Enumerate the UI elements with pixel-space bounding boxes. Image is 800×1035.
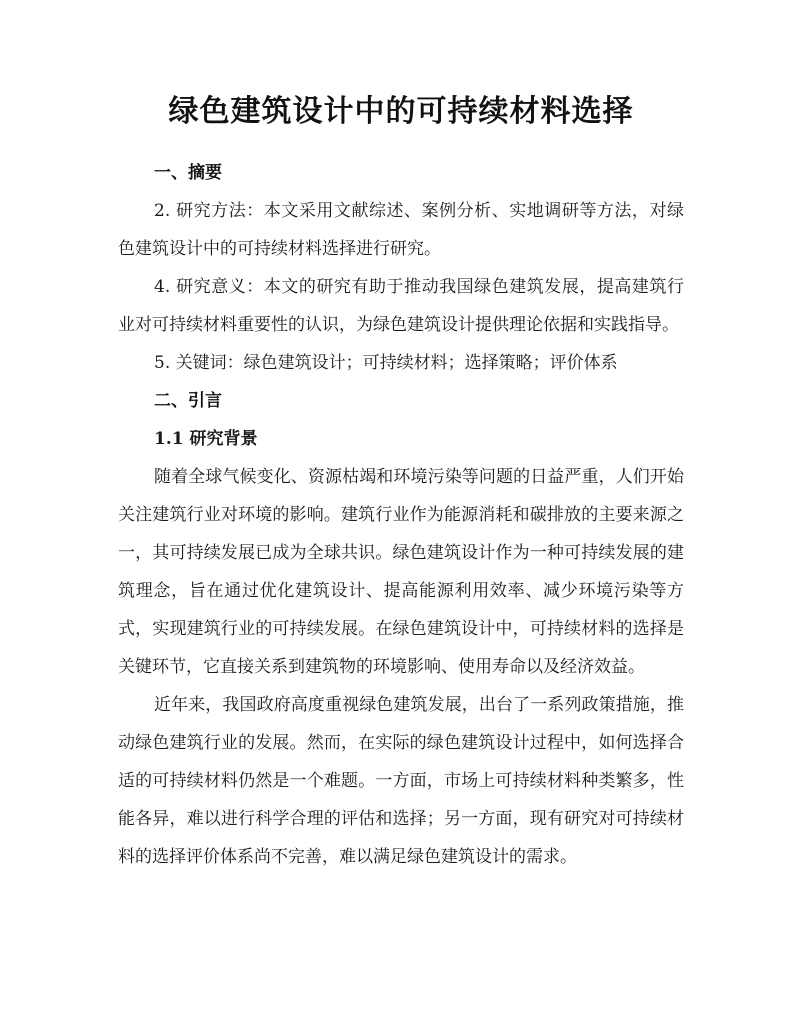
- section-heading-abstract: 一、摘要: [154, 163, 222, 183]
- subheading-research-background: 1.1 研究背景: [154, 429, 258, 449]
- paragraph-research-significance: 4. 研究意义：本文的研究有助于推动我国绿色建筑发展，提高建筑行业对可持续材料重要性的认识，为绿色建筑设计提供理论依据和实践指导。: [118, 277, 684, 335]
- section-heading-introduction: 二、引言: [154, 391, 222, 411]
- paragraph-background-2: 近年来，我国政府高度重视绿色建筑发展，出台了一系列政策措施，推动绿色建筑行业的发展。然而，在实际的绿色建筑设计过程中，如何选择合适的可持续材料仍然是一个难题。一方面，市场上可持续材料种类繁多，性能各异，难以进行科学合理的评估和选择；另一方面，现有研究对可持续材料的选择评价体系尚不完善，难以满足绿色建筑设计的需求。: [118, 695, 684, 867]
- paragraph-research-method: 2. 研究方法：本文采用文献综述、案例分析、实地调研等方法，对绿色建筑设计中的可持续材料选择进行研究。: [118, 201, 684, 259]
- paragraph-background-1: 随着全球气候变化、资源枯竭和环境污染等问题的日益严重，人们开始关注建筑行业对环境的影响。建筑行业作为能源消耗和碳排放的主要来源之一，其可持续发展已成为全球共识。绿色建筑设计作为一种可持续发展的建筑理念，旨在通过优化建筑设计、提高能源利用效率、减少环境污染等方式，实现建筑行业的可持续发展。在绿色建筑设计中，可持续材料的选择是关键环节，它直接关系到建筑物的环境影响、使用寿命以及经济效益。: [118, 467, 684, 677]
- document-page: [118, 92, 684, 876]
- paragraph-keywords: 5. 关键词：绿色建筑设计；可持续材料；选择策略；评价体系: [154, 353, 618, 373]
- document-title: 绿色建筑设计中的可持续材料选择: [168, 94, 634, 129]
